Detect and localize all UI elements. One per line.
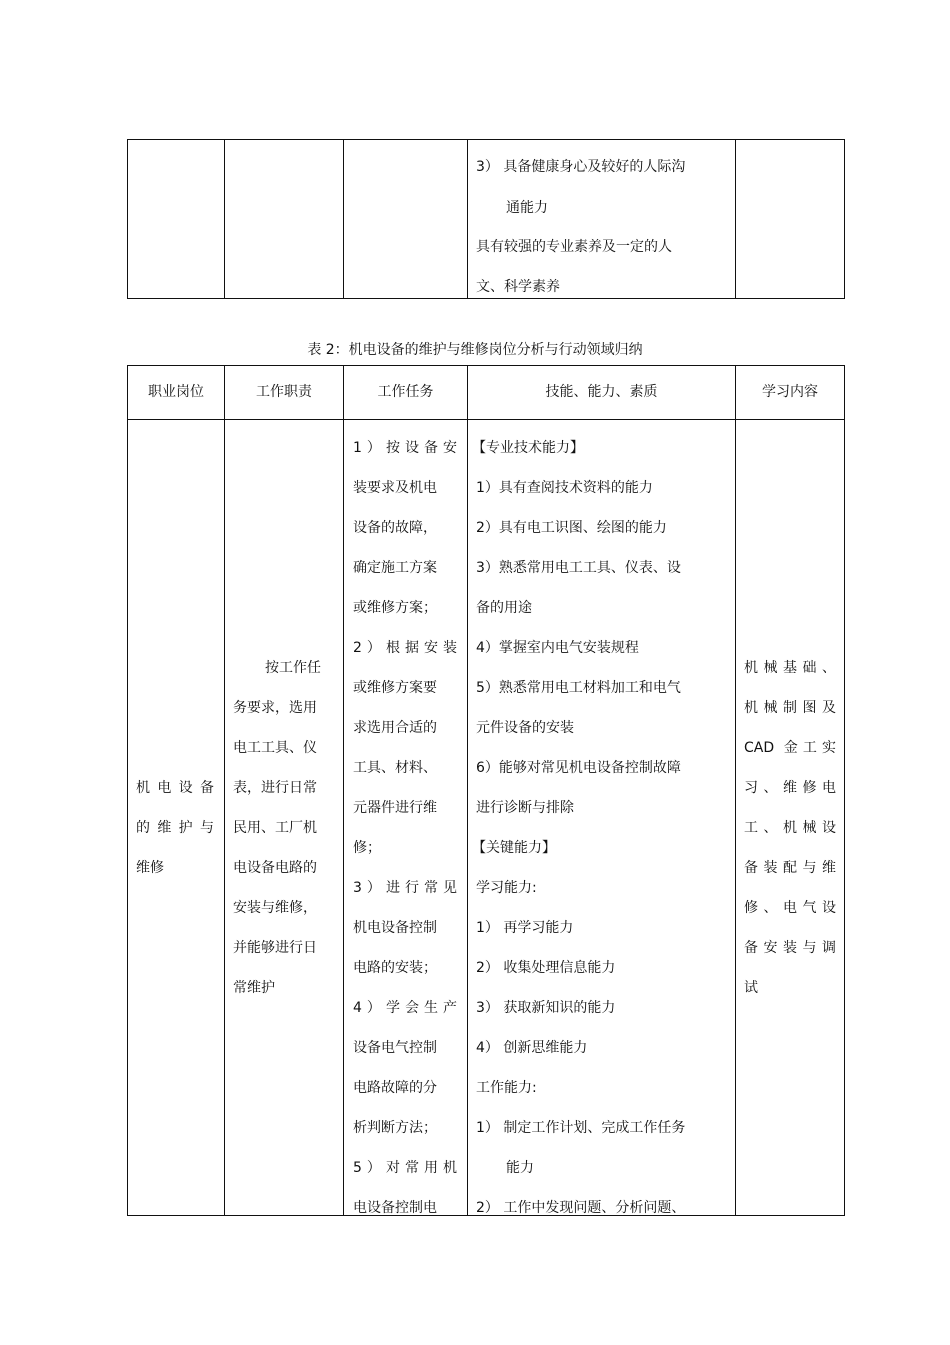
col2-line-3: 电工工具、仪 xyxy=(233,740,317,756)
col5-line-7: 修、电气设 xyxy=(744,900,836,916)
col3-line-19: 5）对常用机 xyxy=(353,1160,457,1176)
col3-line-1: 1）按设备安 xyxy=(353,440,457,456)
col4-line-5: 备的用途 xyxy=(476,600,532,616)
col4-line-18: 1） 制定工作计划、完成工作任务 xyxy=(476,1120,686,1136)
col4-line-11: 【关键能力】 xyxy=(472,840,556,856)
col4-line-12: 学习能力: xyxy=(476,880,537,896)
col3-line-3: 设备的故障， xyxy=(353,520,437,536)
col3-line-6: 2）根据安装 xyxy=(353,640,457,656)
col1-line-1: 机电设备 xyxy=(136,780,214,796)
col2-line-9: 常维护 xyxy=(233,980,275,996)
col4-line-4: 3）熟悉常用电工工具、仪表、设 xyxy=(476,560,681,576)
col2-line-5: 民用、工厂机 xyxy=(233,820,317,836)
t1-col4-cell xyxy=(468,140,735,298)
table-caption: 表 2：机电设备的维护与维修岗位分析与行动领域归纳 xyxy=(307,342,643,358)
col2-line-8: 并能够进行日 xyxy=(233,940,317,956)
table-2 xyxy=(127,365,845,1216)
col5-line-2: 机械制图及 xyxy=(744,700,836,716)
col5-line-5: 工、机械设 xyxy=(744,820,836,836)
col4-line-9: 6）能够对常见机电设备控制故障 xyxy=(476,760,681,776)
col4-line-10: 进行诊断与排除 xyxy=(476,800,574,816)
col4-line-15: 3） 获取新知识的能力 xyxy=(476,1000,616,1016)
col3-cell xyxy=(344,366,467,1215)
col3-line-14: 电路的安装； xyxy=(353,960,437,976)
col3-line-4: 确定施工方案 xyxy=(353,560,437,576)
col3-line-5: 或维修方案； xyxy=(353,600,437,616)
col3-line-12: 3）进行常见 xyxy=(353,880,457,896)
col2-line-1: 按工作任 xyxy=(265,660,321,676)
header-learning-content: 学习内容 xyxy=(762,384,818,400)
col4-cell xyxy=(468,366,735,1215)
col5-line-1: 机械基础、 xyxy=(744,660,836,676)
col5-line-6: 备装配与维 xyxy=(744,860,836,876)
col4-line-1: 【专业技术能力】 xyxy=(472,440,584,456)
col3-line-16: 设备电气控制 xyxy=(353,1040,437,1056)
header-skills: 技能、能力、素质 xyxy=(545,384,658,400)
t1-col4-line-1: 3） 具备健康身心及较好的人际沟 xyxy=(476,159,686,175)
table-continued xyxy=(127,139,845,299)
col2-line-7: 安装与维修， xyxy=(233,900,317,916)
col4-line-20: 2） 工作中发现问题、分析问题、 xyxy=(476,1200,686,1216)
header-job-position: 职业岗位 xyxy=(148,384,204,400)
col1-cell xyxy=(128,366,224,1215)
col3-line-10: 元器件进行维 xyxy=(353,800,437,816)
col3-line-9: 工具、材料、 xyxy=(353,760,437,776)
col3-line-8: 求选用合适的 xyxy=(353,720,437,736)
col4-line-3: 2）具有电工识图、绘图的能力 xyxy=(476,520,667,536)
col2-line-4: 表，进行日常 xyxy=(233,780,317,796)
col5-line-4: 习、维修电 xyxy=(744,780,836,796)
t1-col4-line-2: 通能力 xyxy=(506,200,548,216)
col4-line-14: 2） 收集处理信息能力 xyxy=(476,960,616,976)
col3-line-20: 电设备控制电 xyxy=(353,1200,437,1216)
t1-col4-line-3: 具有较强的专业素养及一定的人 xyxy=(476,239,672,255)
col3-line-15: 4）学会生产 xyxy=(353,1000,457,1016)
col4-line-7: 5）熟悉常用电工材料加工和电气 xyxy=(476,680,681,696)
col4-line-6: 4）掌握室内电气安装规程 xyxy=(476,640,639,656)
col5-line-8: 备安装与调 xyxy=(744,940,836,956)
col5-cell xyxy=(736,366,844,1215)
col3-line-18: 析判断方法； xyxy=(353,1120,437,1136)
col4-line-16: 4） 创新思维能力 xyxy=(476,1040,588,1056)
col1-line-3: 维修 xyxy=(136,860,164,876)
col1-line-2: 的维护与 xyxy=(136,820,214,836)
header-tasks: 工作任务 xyxy=(377,384,434,400)
col3-line-13: 机电设备控制 xyxy=(353,920,437,936)
col3-line-2: 装要求及机电 xyxy=(353,480,437,496)
col2-line-2: 务要求，选用 xyxy=(233,700,317,716)
col4-line-2: 1）具有查阅技术资料的能力 xyxy=(476,480,653,496)
header-duties: 工作职责 xyxy=(256,384,312,400)
col2-cell xyxy=(225,366,343,1215)
col5-line-3: CAD 金工实 xyxy=(744,740,836,756)
col4-line-17: 工作能力: xyxy=(476,1080,537,1096)
col2-line-6: 电设备电路的 xyxy=(233,860,317,876)
col5-line-9: 试 xyxy=(744,980,758,996)
t1-col4-line-4: 文、科学素养 xyxy=(476,279,560,295)
col4-line-13: 1） 再学习能力 xyxy=(476,920,574,936)
col3-line-11: 修； xyxy=(353,840,381,856)
col4-line-19: 能力 xyxy=(506,1160,534,1176)
col3-line-17: 电路故障的分 xyxy=(353,1080,437,1096)
col4-line-8: 元件设备的安装 xyxy=(476,720,574,736)
col3-line-7: 或维修方案要 xyxy=(353,680,437,696)
